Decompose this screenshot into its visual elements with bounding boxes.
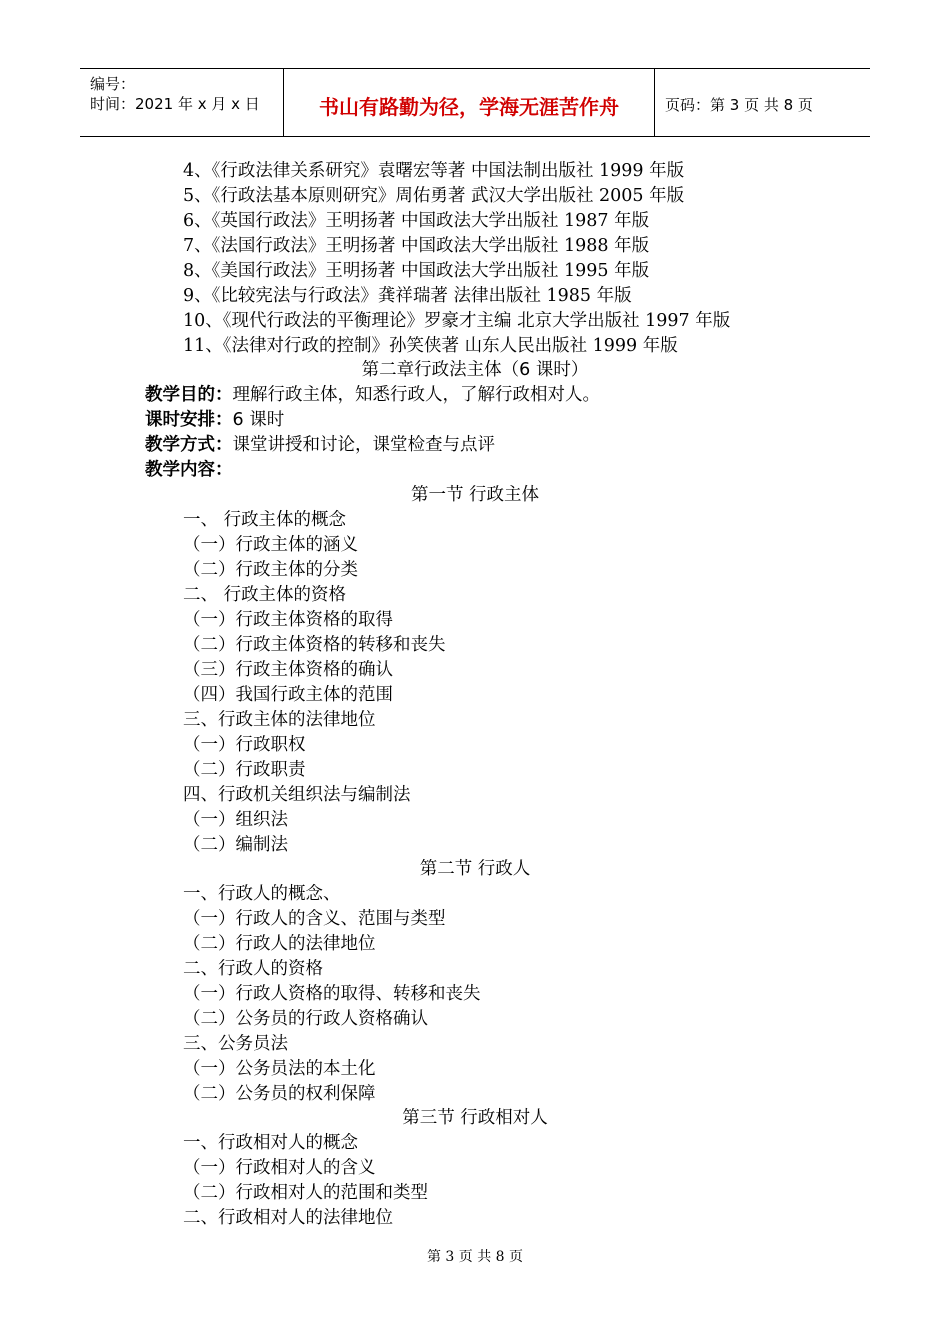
reference-item: 10、《现代行政法的平衡理论》罗豪才主编 北京大学出版社 1997 年版 bbox=[183, 311, 731, 331]
outline-item: （一）行政相对人的含义 bbox=[183, 1158, 376, 1178]
reference-item: 5、《行政法基本原则研究》周佑勇著 武汉大学出版社 2005 年版 bbox=[183, 186, 685, 206]
outline-item: 二、 行政主体的资格 bbox=[183, 585, 347, 605]
page-footer: 第 3 页 共 8 页 bbox=[426, 1249, 524, 1265]
outline-item: （二）行政职责 bbox=[183, 760, 306, 780]
section-title: 第二节 行政人 bbox=[419, 859, 531, 879]
outline-item: （一）组织法 bbox=[183, 810, 288, 830]
chapter-title: 第二章行政法主体（6 课时） bbox=[361, 360, 589, 380]
outline-item: （一）行政主体资格的取得 bbox=[183, 610, 393, 630]
outline-item: （二）公务员的行政人资格确认 bbox=[183, 1009, 428, 1029]
teaching-method-label: 教学方式： bbox=[145, 435, 233, 455]
teaching-content-label: 教学内容： bbox=[145, 460, 233, 480]
document-number-label: 编号： bbox=[90, 75, 136, 93]
reference-item: 9、《比较宪法与行政法》龚祥瑞著 法律出版社 1985 年版 bbox=[183, 286, 632, 306]
teaching-method bbox=[145, 433, 495, 458]
teaching-goal-text: 理解行政主体，知悉行政人，了解行政相对人。 bbox=[232, 385, 600, 405]
outline-item: （二）编制法 bbox=[183, 835, 288, 855]
document-time-label: 时间：2021 年 x 月 x 日 bbox=[90, 95, 260, 113]
outline-item: （二）公务员的权利保障 bbox=[183, 1084, 376, 1104]
outline-item: 三、公务员法 bbox=[183, 1034, 288, 1054]
teaching-goal bbox=[145, 383, 600, 408]
outline-item: （二）行政主体的分类 bbox=[183, 560, 358, 580]
header-page-code: 页码：第 3 页 共 8 页 bbox=[665, 96, 813, 114]
outline-item: 三、行政主体的法律地位 bbox=[183, 710, 376, 730]
outline-item: 二、行政人的资格 bbox=[183, 959, 323, 979]
outline-item: 一、 行政主体的概念 bbox=[183, 510, 347, 530]
reference-item: 4、《行政法律关系研究》袁曙宏等著 中国法制出版社 1999 年版 bbox=[183, 161, 685, 181]
class-hours bbox=[145, 408, 284, 433]
outline-item: 四、行政机关组织法与编制法 bbox=[183, 785, 411, 805]
outline-item: 二、行政相对人的法律地位 bbox=[183, 1208, 393, 1228]
outline-item: 一、行政相对人的概念 bbox=[183, 1133, 358, 1153]
reference-item: 6、《英国行政法》王明扬著 中国政法大学出版社 1987 年版 bbox=[183, 211, 650, 231]
outline-item: 一、行政人的概念、 bbox=[183, 884, 341, 904]
class-hours-label: 课时安排： bbox=[145, 410, 233, 430]
header-info-cell bbox=[80, 69, 284, 136]
outline-item: （二）行政人的法律地位 bbox=[183, 934, 376, 954]
section-title: 第三节 行政相对人 bbox=[402, 1108, 548, 1128]
teaching-goal-label: 教学目的： bbox=[145, 385, 233, 405]
outline-item: （四）我国行政主体的范围 bbox=[183, 685, 393, 705]
header-motto-cell bbox=[284, 69, 655, 136]
page-header bbox=[80, 68, 870, 137]
header-motto: 书山有路勤为径，学海无涯苦作舟 bbox=[319, 95, 619, 119]
teaching-content bbox=[145, 458, 233, 483]
reference-item: 8、《美国行政法》王明扬著 中国政法大学出版社 1995 年版 bbox=[183, 261, 650, 281]
outline-item: （一）行政人的含义、范围与类型 bbox=[183, 909, 446, 929]
reference-item: 7、《法国行政法》王明扬著 中国政法大学出版社 1988 年版 bbox=[183, 236, 650, 256]
section-title: 第一节 行政主体 bbox=[410, 485, 540, 505]
header-page-cell bbox=[655, 69, 870, 136]
outline-item: （二）行政主体资格的转移和丧失 bbox=[183, 635, 446, 655]
outline-item: （二）行政相对人的范围和类型 bbox=[183, 1183, 428, 1203]
outline-item: （一）公务员法的本土化 bbox=[183, 1059, 376, 1079]
class-hours-text: 6 课时 bbox=[232, 410, 285, 430]
teaching-method-text: 课堂讲授和讨论，课堂检查与点评 bbox=[232, 435, 495, 455]
outline-item: （一）行政职权 bbox=[183, 735, 306, 755]
outline-item: （一）行政人资格的取得、转移和丧失 bbox=[183, 984, 481, 1004]
reference-item: 11、《法律对行政的控制》孙笑侠著 山东人民出版社 1999 年版 bbox=[183, 336, 678, 356]
outline-item: （一）行政主体的涵义 bbox=[183, 535, 358, 555]
outline-item: （三）行政主体资格的确认 bbox=[183, 660, 393, 680]
